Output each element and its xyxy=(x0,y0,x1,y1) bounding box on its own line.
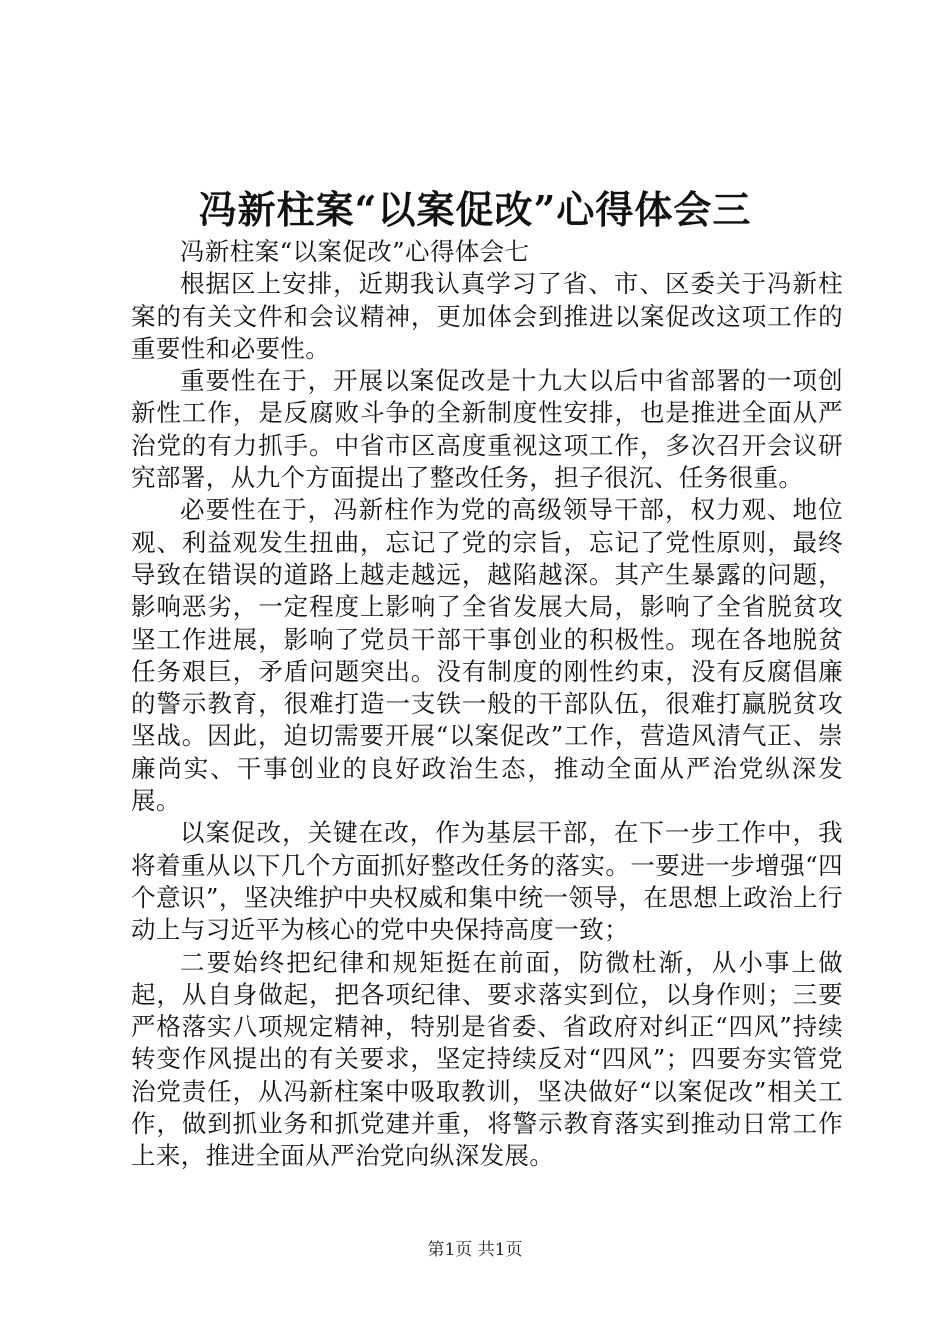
page-number-footer: 第1页 共1页 xyxy=(427,1240,523,1260)
body-paragraph: 重要性在于，开展以案促改是十九大以后中省部署的一项创新性工作，是反腐败斗争的全新制度性安排，也是推进全面从严治党的有力抓手。中省市区高度重视这项工作，多次召开会议研究部署，从九个方面提出了整改任务，担子很沉、任务很重。 xyxy=(131,366,843,493)
body-paragraph: 以案促改，关键在改，作为基层干部，在下一步工作中，我将着重从以下几个方面抓好整改任务的落实。一要进一步增强“四个意识”，坚决维护中央权威和集中统一领导，在思想上政治上行动上与习近平为核心的党中央保持高度一致； xyxy=(131,818,843,945)
document-title: 冯新柱案“以案促改”心得体会三 xyxy=(198,187,752,232)
document-body xyxy=(131,236,843,1173)
body-paragraph: 必要性在于，冯新柱作为党的高级领导干部，权力观、地位观、利益观发生扭曲，忘记了党的宗旨，忘记了党性原则，最终导致在错误的道路上越走越远，越陷越深。其产生暴露的问题，影响恶劣，一定程度上影响了全省发展大局，影响了全省脱贫攻坚工作进展，影响了党员干部干事创业的积极性。现在各地脱贫任务艰巨，矛盾问题突出。没有制度的刚性约束，没有反腐倡廉的警示教育，很难打造一支铁一般的干部队伍，很难打赢脱贫攻坚战。因此，迫切需要开展“以案促改”工作，营造风清气正、崇廉尚实、干事创业的良好政治生态，推动全面从严治党纵深发展。 xyxy=(131,495,843,816)
body-paragraph: 二要始终把纪律和规矩挺在前面，防微杜渐，从小事上做起，从自身做起，把各项纪律、要求落实到位，以身作则；三要严格落实八项规定精神，特别是省委、省政府对纠正“四风”持续转变作风提出的有关要求，坚定持续反对“四风”；四要夯实管党治党责任，从冯新柱案中吸取教训，坚决做好“以案促改”相关工作，做到抓业务和抓党建并重，将警示教育落实到推动日常工作上来，推进全面从严治党向纵深发展。 xyxy=(131,947,843,1171)
body-paragraph: 根据区上安排，近期我认真学习了省、市、区委关于冯新柱案的有关文件和会议精神，更加体会到推进以案促改这项工作的重要性和必要性。 xyxy=(131,269,843,363)
subtitle-paragraph: 冯新柱案“以案促改”心得体会七 xyxy=(180,237,530,266)
